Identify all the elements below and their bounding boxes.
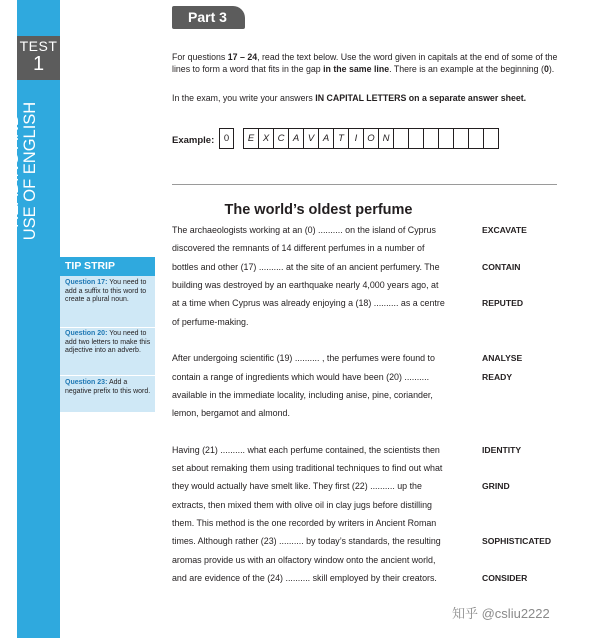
answer-cell: I — [348, 128, 364, 149]
text-line: contain a range of ingredients which would have been (20) .......... — [172, 372, 430, 382]
instr-text: , read the text below. Use the word given in capitals at the end of some of the lines to form a word that fits in the gap — [172, 52, 558, 74]
answer-cell: C — [273, 128, 289, 149]
answer-cell — [423, 128, 439, 149]
text-line: of perfume-making. — [172, 317, 249, 327]
text-line: they would actually have smelt like. They first (22) .......... up the — [172, 481, 422, 491]
test-number: 1 — [32, 53, 45, 75]
text-line: After undergoing scientific (19) .......... , the perfumes were found to — [172, 353, 435, 363]
instr-emphasis: IN CAPITAL LETTERS on a separate answer sheet. — [315, 93, 527, 103]
key-word: CONTAIN — [482, 262, 521, 272]
tip-text: You need to add a suffix to this word to create a plural noun. — [65, 279, 147, 304]
key-word: READY — [482, 372, 513, 382]
tip-text: You need to add two letters to make this adjective into an adverb. — [65, 330, 151, 355]
answer-cell — [408, 128, 424, 149]
instructions-exam-note — [172, 93, 567, 105]
answer-cell — [468, 128, 484, 149]
text-line: extracts, then mixed them with olive oil in clay jugs before distilling — [172, 500, 432, 510]
instr-zero: 0 — [543, 63, 549, 74]
tip-label: Question 17: — [65, 279, 108, 286]
answer-cell — [483, 128, 499, 149]
answer-cell — [393, 128, 409, 149]
example-number: 0 — [219, 128, 234, 149]
article-title: The world’s oldest perfume — [224, 202, 413, 218]
key-word: CONSIDER — [482, 573, 528, 583]
instr-text: For questions — [172, 52, 228, 62]
instr-text: . There is an example at the beginning ( — [389, 63, 544, 74]
tip-strip-title: TIP STRIP — [60, 257, 155, 276]
tip-divider — [60, 327, 155, 328]
tip-label: Question 23: — [65, 379, 108, 386]
text-line: them. This method is the one recorded by writers in Ancient Roman — [172, 518, 437, 528]
text-line: aromas provide us with an olfactory window onto the ancient world, — [172, 555, 436, 565]
key-word: ANALYSE — [482, 353, 523, 363]
test-badge — [17, 36, 60, 80]
text-line: The archaeologists working at an (0) .......... on the island of Cyprus — [172, 225, 436, 235]
key-word: SOPHISTICATED — [482, 536, 552, 546]
answer-cell — [453, 128, 469, 149]
example-label: Example: — [172, 135, 215, 146]
tip-text: Add a negative prefix to this word. — [65, 379, 151, 395]
watermark: 知乎 @csliu2222 — [452, 606, 550, 621]
key-word: IDENTITY — [482, 445, 522, 455]
answer-cell: V — [303, 128, 319, 149]
section-title: READING AND USE OF ENGLISH — [4, 101, 39, 241]
answer-cell: A — [318, 128, 334, 149]
text-line: times. Although rather (23) .......... by today’s standards, the resulting — [172, 536, 441, 546]
example-answer-grid — [244, 128, 499, 149]
key-word: EXCAVATE — [482, 225, 527, 235]
answer-cell: E — [243, 128, 259, 149]
answer-cell: T — [333, 128, 349, 149]
text-line: and are evidence of the (24) .......... skill employed by their creators. — [172, 573, 437, 583]
text-line: lemon, bergamot and almond. — [172, 408, 290, 418]
answer-cell: O — [363, 128, 379, 149]
part-label: Part 3 — [172, 6, 245, 29]
text-line: bottles and other (17) .......... at the site of an ancient perfumery. The — [172, 262, 440, 272]
instr-text: In the exam, you write your answers — [172, 93, 316, 103]
tip-item — [65, 379, 151, 396]
key-word: GRIND — [482, 481, 510, 491]
instructions-paragraph — [172, 52, 567, 75]
answer-cell: A — [288, 128, 304, 149]
test-label: TEST — [19, 38, 58, 54]
tip-item — [65, 279, 151, 305]
key-word: REPUTED — [482, 298, 524, 308]
instr-emphasis: in the same line — [323, 63, 390, 74]
instr-range: 17 – 24 — [227, 52, 258, 62]
tip-label: Question 20: — [65, 330, 108, 337]
section-divider — [172, 184, 557, 185]
tip-divider — [60, 375, 155, 376]
text-line: at a time when Cyprus was already enjoying a (18) .......... as a centre — [172, 298, 445, 308]
text-line: available in the immediate locality, including anise, pine, coriander, — [172, 390, 433, 400]
instr-text: ). — [548, 63, 555, 74]
answer-cell: X — [258, 128, 274, 149]
tip-item — [65, 330, 151, 356]
text-line: discovered the remnants of 14 different perfumes in a number of — [172, 243, 425, 253]
text-line: set about remaking them using traditional techniques to find out what — [172, 463, 443, 473]
text-line: Having (21) .......... what each perfume contained, the scientists then — [172, 445, 440, 455]
answer-cell — [438, 128, 454, 149]
tip-strip — [60, 257, 155, 412]
answer-cell: N — [378, 128, 394, 149]
text-line: building was destroyed by an earthquake nearly 4,000 years ago, at — [172, 280, 439, 290]
